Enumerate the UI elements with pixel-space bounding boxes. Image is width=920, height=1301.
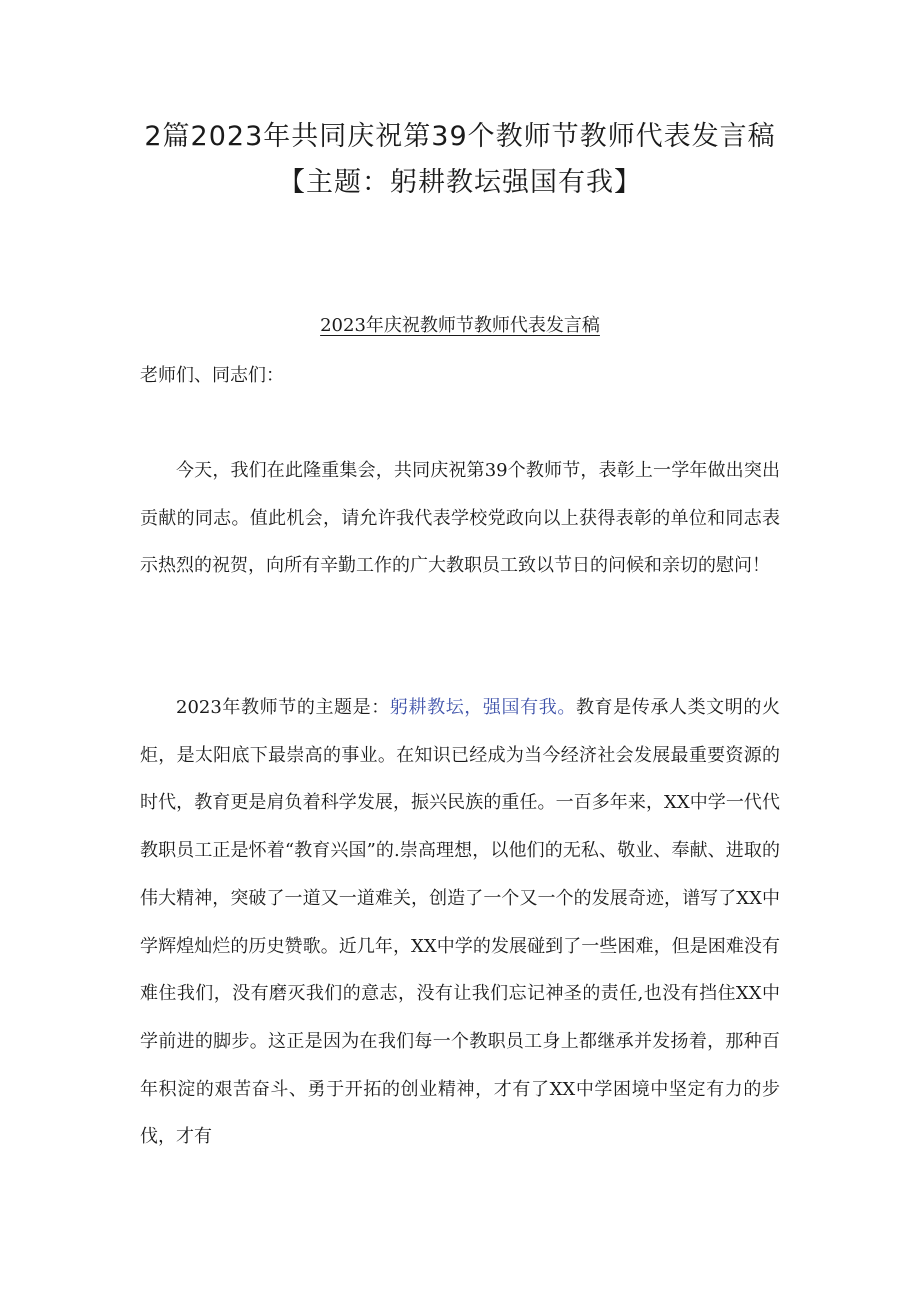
section-title: [0, 311, 920, 337]
paragraph-2-rest: 教育是传承人类文明的火炬，是太阳底下最崇高的事业。在知识已经成为当今经济社会发展最重要资源的时代，教育更是肩负着科学发展，振兴民族的重任。一百多年来，XX中学一代代教职员工正是怀着“教育兴国”的.崇高理想，以他们的无私、敬业、奉献、进取的伟大精神，突破了一道又一道难关，创造了一个又一个的发展奇迹，谱写了XX中学辉煌灿烂的历史赞歌。近几年，XX中学的发展碰到了一些困难，但是困难没有难住我们，没有磨灭我们的意志，没有让我们忘记神圣的责任,也没有挡住XX中学前进的脚步。这正是因为在我们每一个教职员工身上都继承并发扬着，那种百年积淀的艰苦奋斗、勇于开拓的创业精神，才有了XX中学困境中坚定有力的步伐，才有: [140, 697, 780, 1148]
paragraph-2: [140, 684, 780, 1161]
section-title-text: 2023年庆祝教师节教师代表发言稿: [320, 315, 600, 336]
document-title-line-2: 【主题：躬耕教坛强国有我】: [278, 167, 642, 198]
document-title-line-1: 2篇2023年共同庆祝第39个教师节教师代表发言稿: [144, 121, 776, 152]
paragraph-2-theme: 躬耕教坛，强国有我。: [389, 697, 576, 718]
paragraph-1: 今天，我们在此隆重集会，共同庆祝第39个教师节，表彰上一学年做出突出贡献的同志。值此机会，请允许我代表学校党政向以上获得表彰的单位和同志表示热烈的祝贺，向所有辛勤工作的广大教职员工致以节日的问候和亲切的慰问！: [140, 460, 780, 577]
salutation: 老师们、同志们：: [140, 365, 284, 386]
paragraph-2-prefix: 2023年教师节的主题是：: [176, 697, 390, 718]
